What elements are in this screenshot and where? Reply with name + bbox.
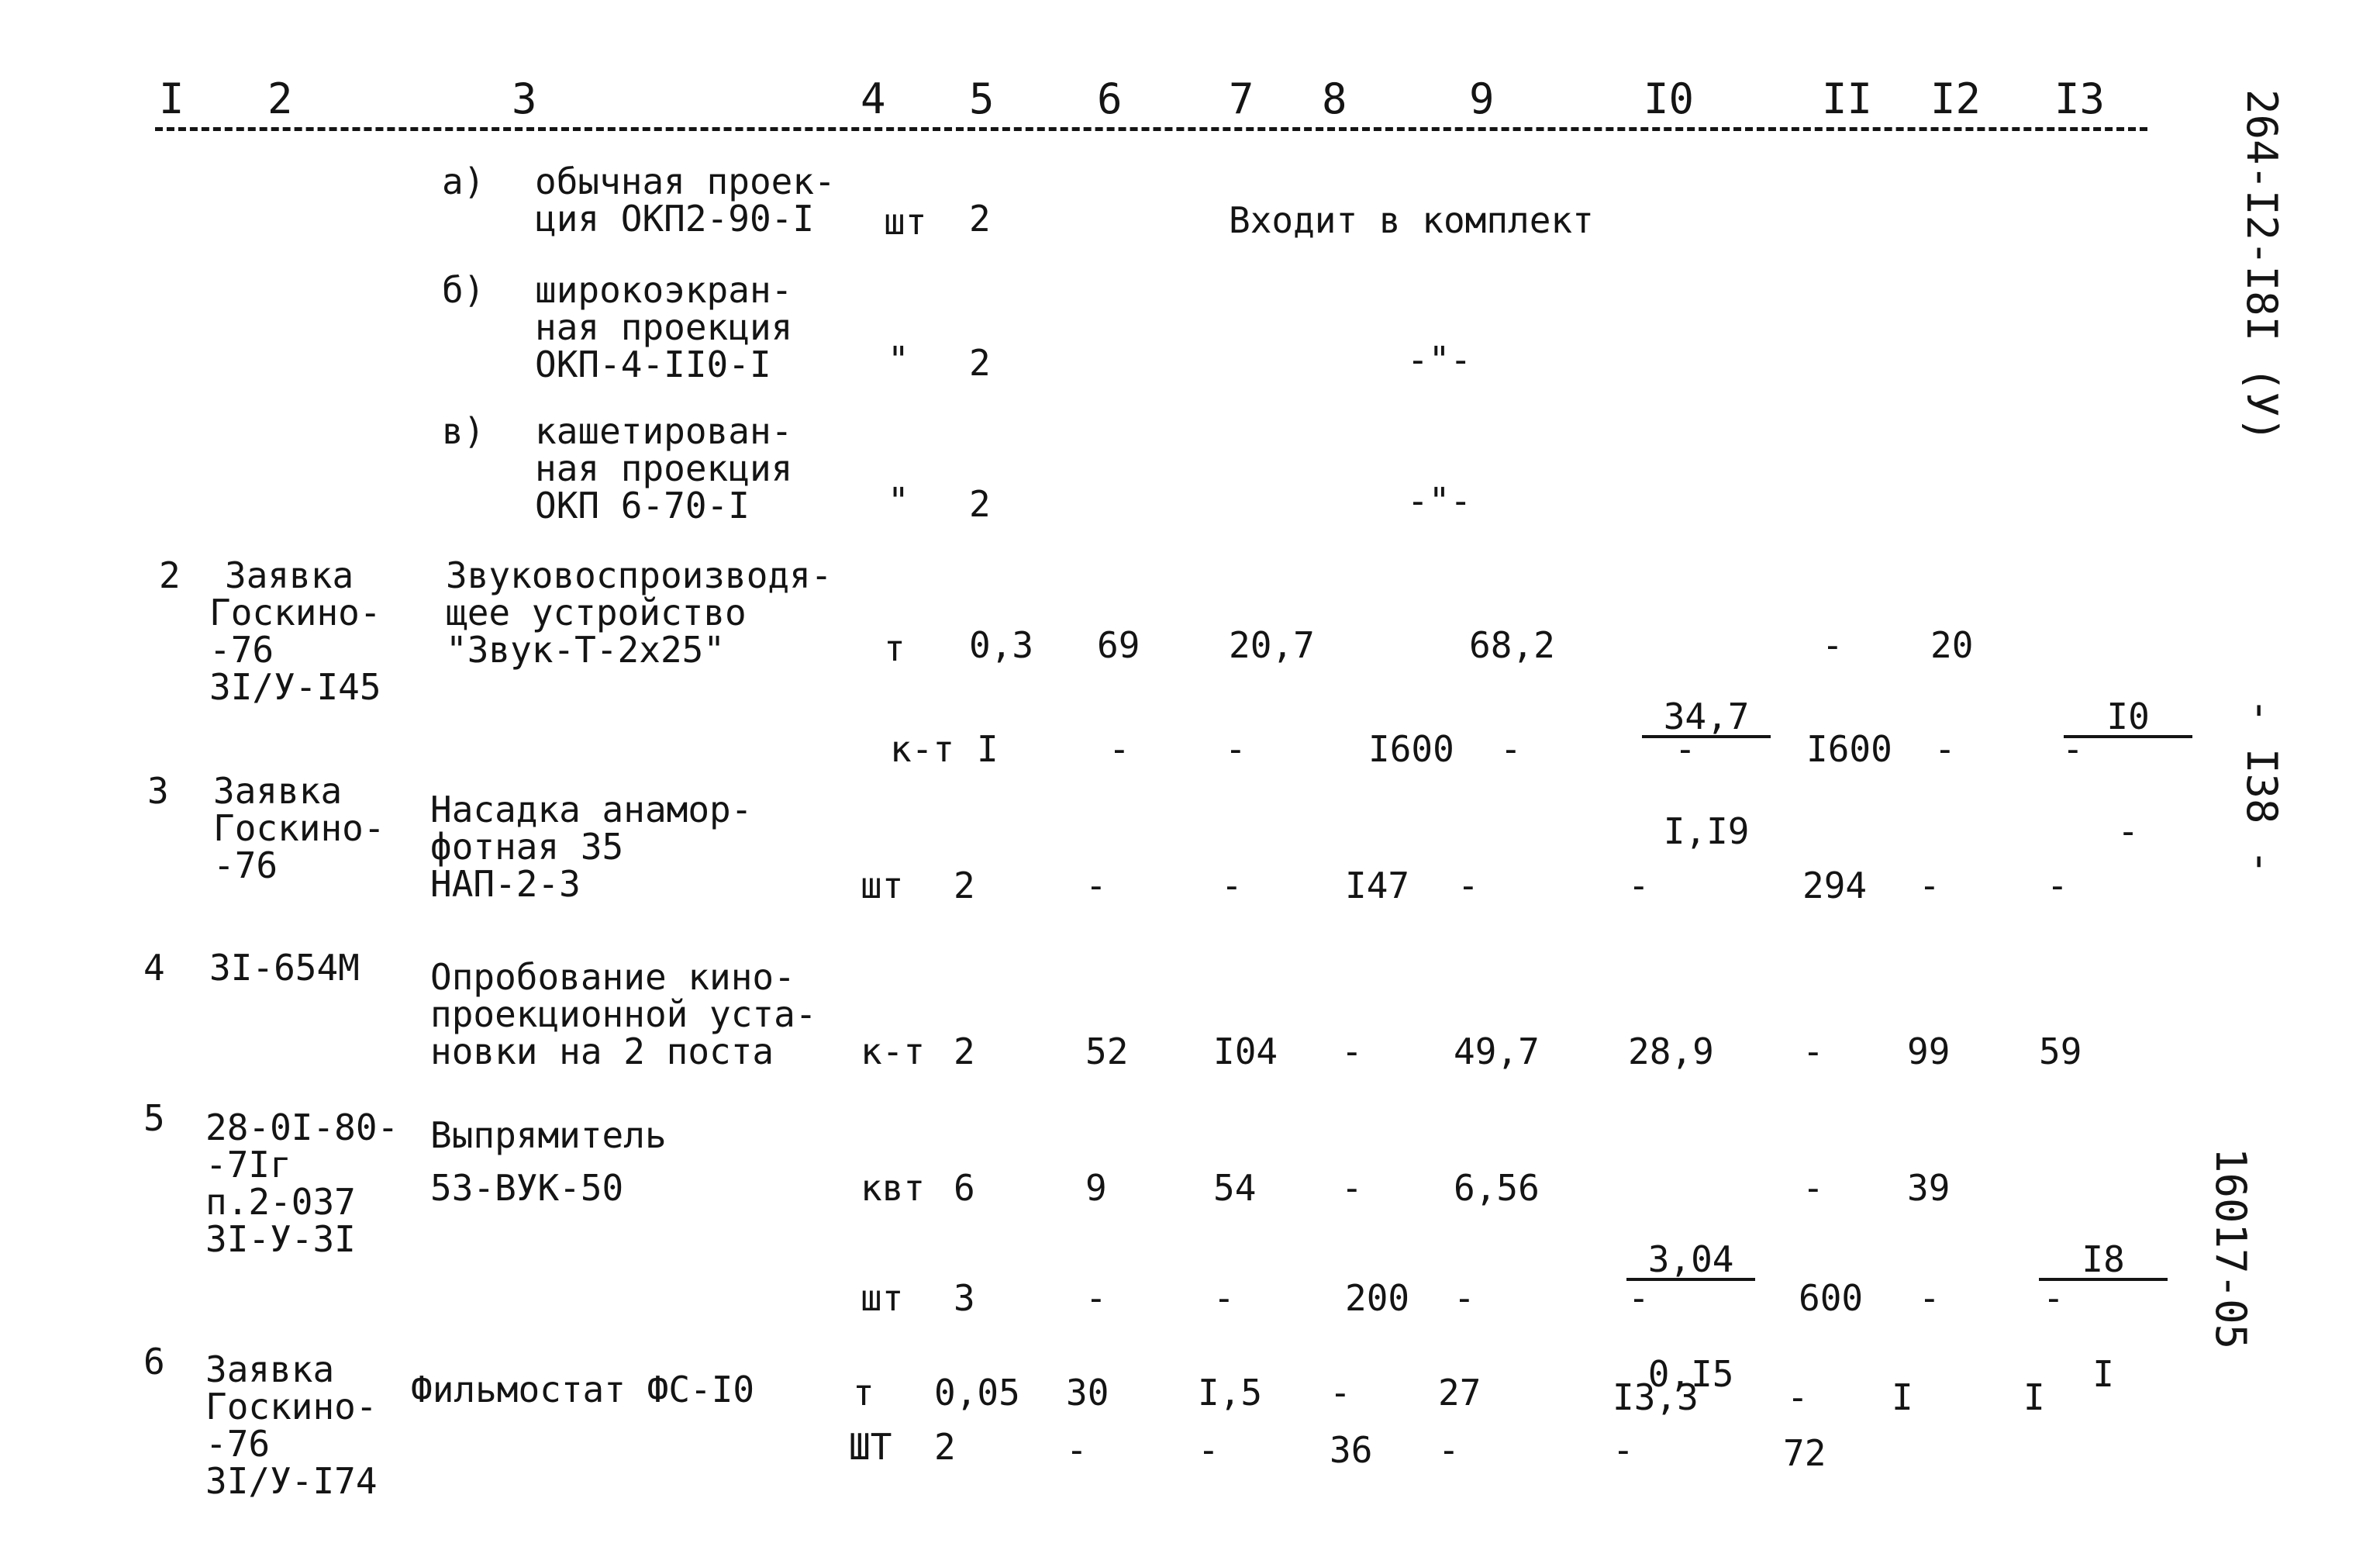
cell-col-10: I3,3 — [1613, 1376, 1699, 1418]
item-name-line: Звуковоспроизводя- — [446, 554, 833, 596]
cell-col-11: - — [1802, 1167, 1824, 1209]
cell-col-8: I47 — [1345, 865, 1410, 906]
code-line: -76 — [205, 1423, 271, 1465]
item-name-line: ная проекция — [535, 447, 793, 489]
code-line: Заявка — [213, 770, 343, 812]
code-line: -76 — [209, 629, 274, 671]
cell-col-7: - — [1225, 728, 1247, 770]
code-line: п.2-037 — [205, 1181, 356, 1223]
cell-col-7: 54 — [1213, 1167, 1257, 1209]
column-header-13: I3 — [2054, 74, 2106, 123]
cell-col-9: 27 — [1438, 1372, 1481, 1414]
cell-col-9: - — [1457, 865, 1479, 906]
cell-col-13: 59 — [2039, 1031, 2082, 1072]
cell-col-9: - — [1454, 1277, 1475, 1319]
unit-cell: шт — [861, 1277, 904, 1319]
cell-col-6: - — [1085, 865, 1107, 906]
fraction-denominator: I,I9 — [1663, 810, 1750, 852]
item-name-line: Фильмостат ФС-I0 — [411, 1369, 755, 1410]
item-name-line: ОКП-4-II0-I — [535, 344, 771, 385]
code-line: -76 — [213, 844, 278, 886]
cell-col-6: - — [1109, 728, 1130, 770]
cell-col-8: - — [1330, 1372, 1351, 1414]
page-number: - I38 - — [2237, 698, 2286, 875]
cell-col-6: - — [1085, 1277, 1107, 1319]
cell-col-6: - — [1066, 1429, 1088, 1471]
item-name-line: фотная 35 — [430, 826, 624, 868]
unit-cell: ШТ — [849, 1426, 892, 1468]
qty-cell: 0,3 — [969, 624, 1034, 666]
item-name-line: щее устройство — [446, 592, 747, 634]
item-name-line: новки на 2 поста — [430, 1031, 774, 1072]
cell-col-11: - — [1802, 1031, 1824, 1072]
archive-number: 16017-05 — [2206, 1148, 2255, 1350]
item-name-line: ная проекция — [535, 306, 793, 348]
qty-cell: I — [977, 728, 999, 770]
cell-col-7: - — [1221, 865, 1243, 906]
code-line: 3I-У-3I — [205, 1218, 356, 1260]
item-name-line: Выпрямитель — [430, 1114, 667, 1156]
cell-col-13: - — [2047, 865, 2068, 906]
cell-col-8: 36 — [1330, 1429, 1373, 1471]
item-name-line: НАП-2-3 — [430, 863, 581, 905]
unit-cell: квт — [861, 1167, 926, 1209]
row-number: 4 — [143, 947, 165, 989]
cell-col-13: - — [2062, 728, 2084, 770]
sub-item-marker: б) — [442, 269, 485, 311]
sub-item-marker: а) — [442, 161, 485, 202]
cell-col-6: 9 — [1085, 1167, 1107, 1209]
column-header-10: I0 — [1644, 74, 1695, 123]
fraction-numerator: 34,7 — [1642, 698, 1771, 738]
row-number: 2 — [159, 554, 181, 596]
fraction-denominator: - — [2117, 810, 2139, 852]
note-cell: -"- — [1407, 480, 1472, 522]
unit-cell: шт — [861, 865, 904, 906]
note-cell: -"- — [1407, 339, 1472, 381]
item-name-line: широкоэкран- — [535, 269, 793, 311]
code-line: 3I-654М — [209, 947, 360, 989]
unit-cell: шт — [884, 201, 927, 243]
cell-col-12: I — [1892, 1376, 1913, 1418]
column-header-1: I — [159, 74, 185, 123]
qty-cell: 2 — [969, 342, 991, 384]
cell-col-12: - — [1919, 865, 1940, 906]
column-header-6: 6 — [1097, 74, 1123, 123]
fraction-numerator: I8 — [2039, 1241, 2168, 1281]
cell-col-8: - — [1341, 1167, 1363, 1209]
cell-col-11: - — [1822, 624, 1844, 666]
column-header-5: 5 — [969, 74, 995, 123]
cell-col-10: - — [1613, 1429, 1634, 1471]
cell-col-10: 28,9 — [1628, 1031, 1714, 1072]
qty-cell: 6 — [954, 1167, 975, 1209]
code-line: -7Iг — [205, 1144, 291, 1186]
fraction-denominator: 0,I5 — [1647, 1353, 1734, 1395]
qty-cell: 2 — [969, 483, 991, 525]
fraction-col-10 — [1642, 623, 1771, 924]
item-name-line: 53-ВУК-50 — [430, 1167, 624, 1209]
cell-col-9: 68,2 — [1469, 624, 1555, 666]
cell-col-8: I600 — [1368, 728, 1454, 770]
cell-col-9: - — [1438, 1429, 1460, 1471]
item-name-line: кашетирован- — [535, 410, 793, 452]
unit-cell: т — [884, 627, 905, 669]
unit-cell: к-т — [890, 728, 955, 770]
item-name-line: ОКП 6-70-I — [535, 485, 750, 526]
cell-col-12: 39 — [1907, 1167, 1951, 1209]
item-name-line: обычная проек- — [535, 161, 836, 202]
code-line: Госкино- — [213, 807, 385, 849]
code-line: Заявка — [225, 554, 354, 596]
fraction-denominator: I — [2092, 1353, 2114, 1395]
fraction-numerator: I0 — [2064, 698, 2192, 738]
unit-cell: к-т — [861, 1031, 926, 1072]
column-header-12: I2 — [1930, 74, 1982, 123]
document-code: 264-I2-I8I (У) — [2237, 89, 2286, 443]
cell-col-11: - — [1787, 1376, 1809, 1418]
qty-cell: 2 — [954, 865, 975, 906]
item-name-line: проекционной уста- — [430, 993, 817, 1035]
cell-col-12: - — [1934, 728, 1956, 770]
cell-col-11: 294 — [1802, 865, 1868, 906]
item-name-line: "Звук-Т-2х25" — [446, 629, 726, 671]
cell-col-9: 49,7 — [1454, 1031, 1540, 1072]
column-header-11: II — [1822, 74, 1873, 123]
cell-col-11: 600 — [1799, 1277, 1864, 1319]
cell-col-13: - — [2043, 1277, 2064, 1319]
qty-cell: 2 — [969, 198, 991, 240]
sub-item-marker: в) — [442, 410, 485, 452]
cell-col-10: - — [1628, 865, 1650, 906]
cell-col-6: 52 — [1085, 1031, 1129, 1072]
cell-col-7: - — [1198, 1429, 1219, 1471]
cell-col-11: I600 — [1806, 728, 1892, 770]
code-line: 3I/У-I45 — [209, 666, 381, 708]
column-header-8: 8 — [1322, 74, 1347, 123]
code-line: 28-0I-80- — [205, 1106, 399, 1148]
unit-cell: " — [888, 339, 909, 381]
column-header-4: 4 — [861, 74, 886, 123]
column-header-9: 9 — [1469, 74, 1495, 123]
fraction-col-13 — [2064, 623, 2192, 924]
cell-col-11: 72 — [1783, 1432, 1826, 1474]
row-number: 5 — [143, 1097, 165, 1139]
unit-cell: т — [853, 1372, 874, 1414]
cell-col-12: - — [1919, 1277, 1940, 1319]
cell-col-6: 30 — [1066, 1372, 1109, 1414]
qty-cell: 0,05 — [934, 1372, 1020, 1414]
cell-col-13: I — [2023, 1376, 2045, 1418]
column-header-2: 2 — [267, 74, 293, 123]
row-number: 3 — [147, 770, 169, 812]
column-header-7: 7 — [1229, 74, 1254, 123]
row-number: 6 — [143, 1341, 165, 1383]
cell-col-9: - — [1500, 728, 1522, 770]
cell-col-10: - — [1675, 728, 1696, 770]
cell-col-12: 20 — [1930, 624, 1974, 666]
cell-col-7: I04 — [1213, 1031, 1278, 1072]
cell-col-9: 6,56 — [1454, 1167, 1540, 1209]
cell-col-7: I,5 — [1198, 1372, 1263, 1414]
cell-col-12: 99 — [1907, 1031, 1951, 1072]
cell-col-6: 69 — [1097, 624, 1140, 666]
qty-cell: 2 — [934, 1426, 956, 1468]
note-cell: Входит в комплект — [1229, 199, 1594, 241]
cell-col-10: - — [1628, 1277, 1650, 1319]
cell-col-7: 20,7 — [1229, 624, 1315, 666]
item-name-line: ция ОКП2-90-I — [535, 198, 815, 240]
item-name-line: Опробование кино- — [430, 956, 795, 998]
item-name-line: Насадка анамор- — [430, 789, 753, 830]
code-line: Заявка — [205, 1348, 335, 1390]
cell-col-8: 200 — [1345, 1277, 1410, 1319]
code-line: Госкино- — [205, 1386, 378, 1428]
code-line: 3I/У-I74 — [205, 1460, 378, 1502]
unit-cell: " — [888, 480, 909, 522]
header-dashed-rule — [155, 127, 2147, 131]
cell-col-7: - — [1213, 1277, 1235, 1319]
code-line: Госкино- — [209, 592, 381, 634]
qty-cell: 2 — [954, 1031, 975, 1072]
cell-col-8: - — [1341, 1031, 1363, 1072]
qty-cell: 3 — [954, 1277, 975, 1319]
column-header-3: 3 — [512, 74, 537, 123]
fraction-numerator: 3,04 — [1626, 1241, 1755, 1281]
